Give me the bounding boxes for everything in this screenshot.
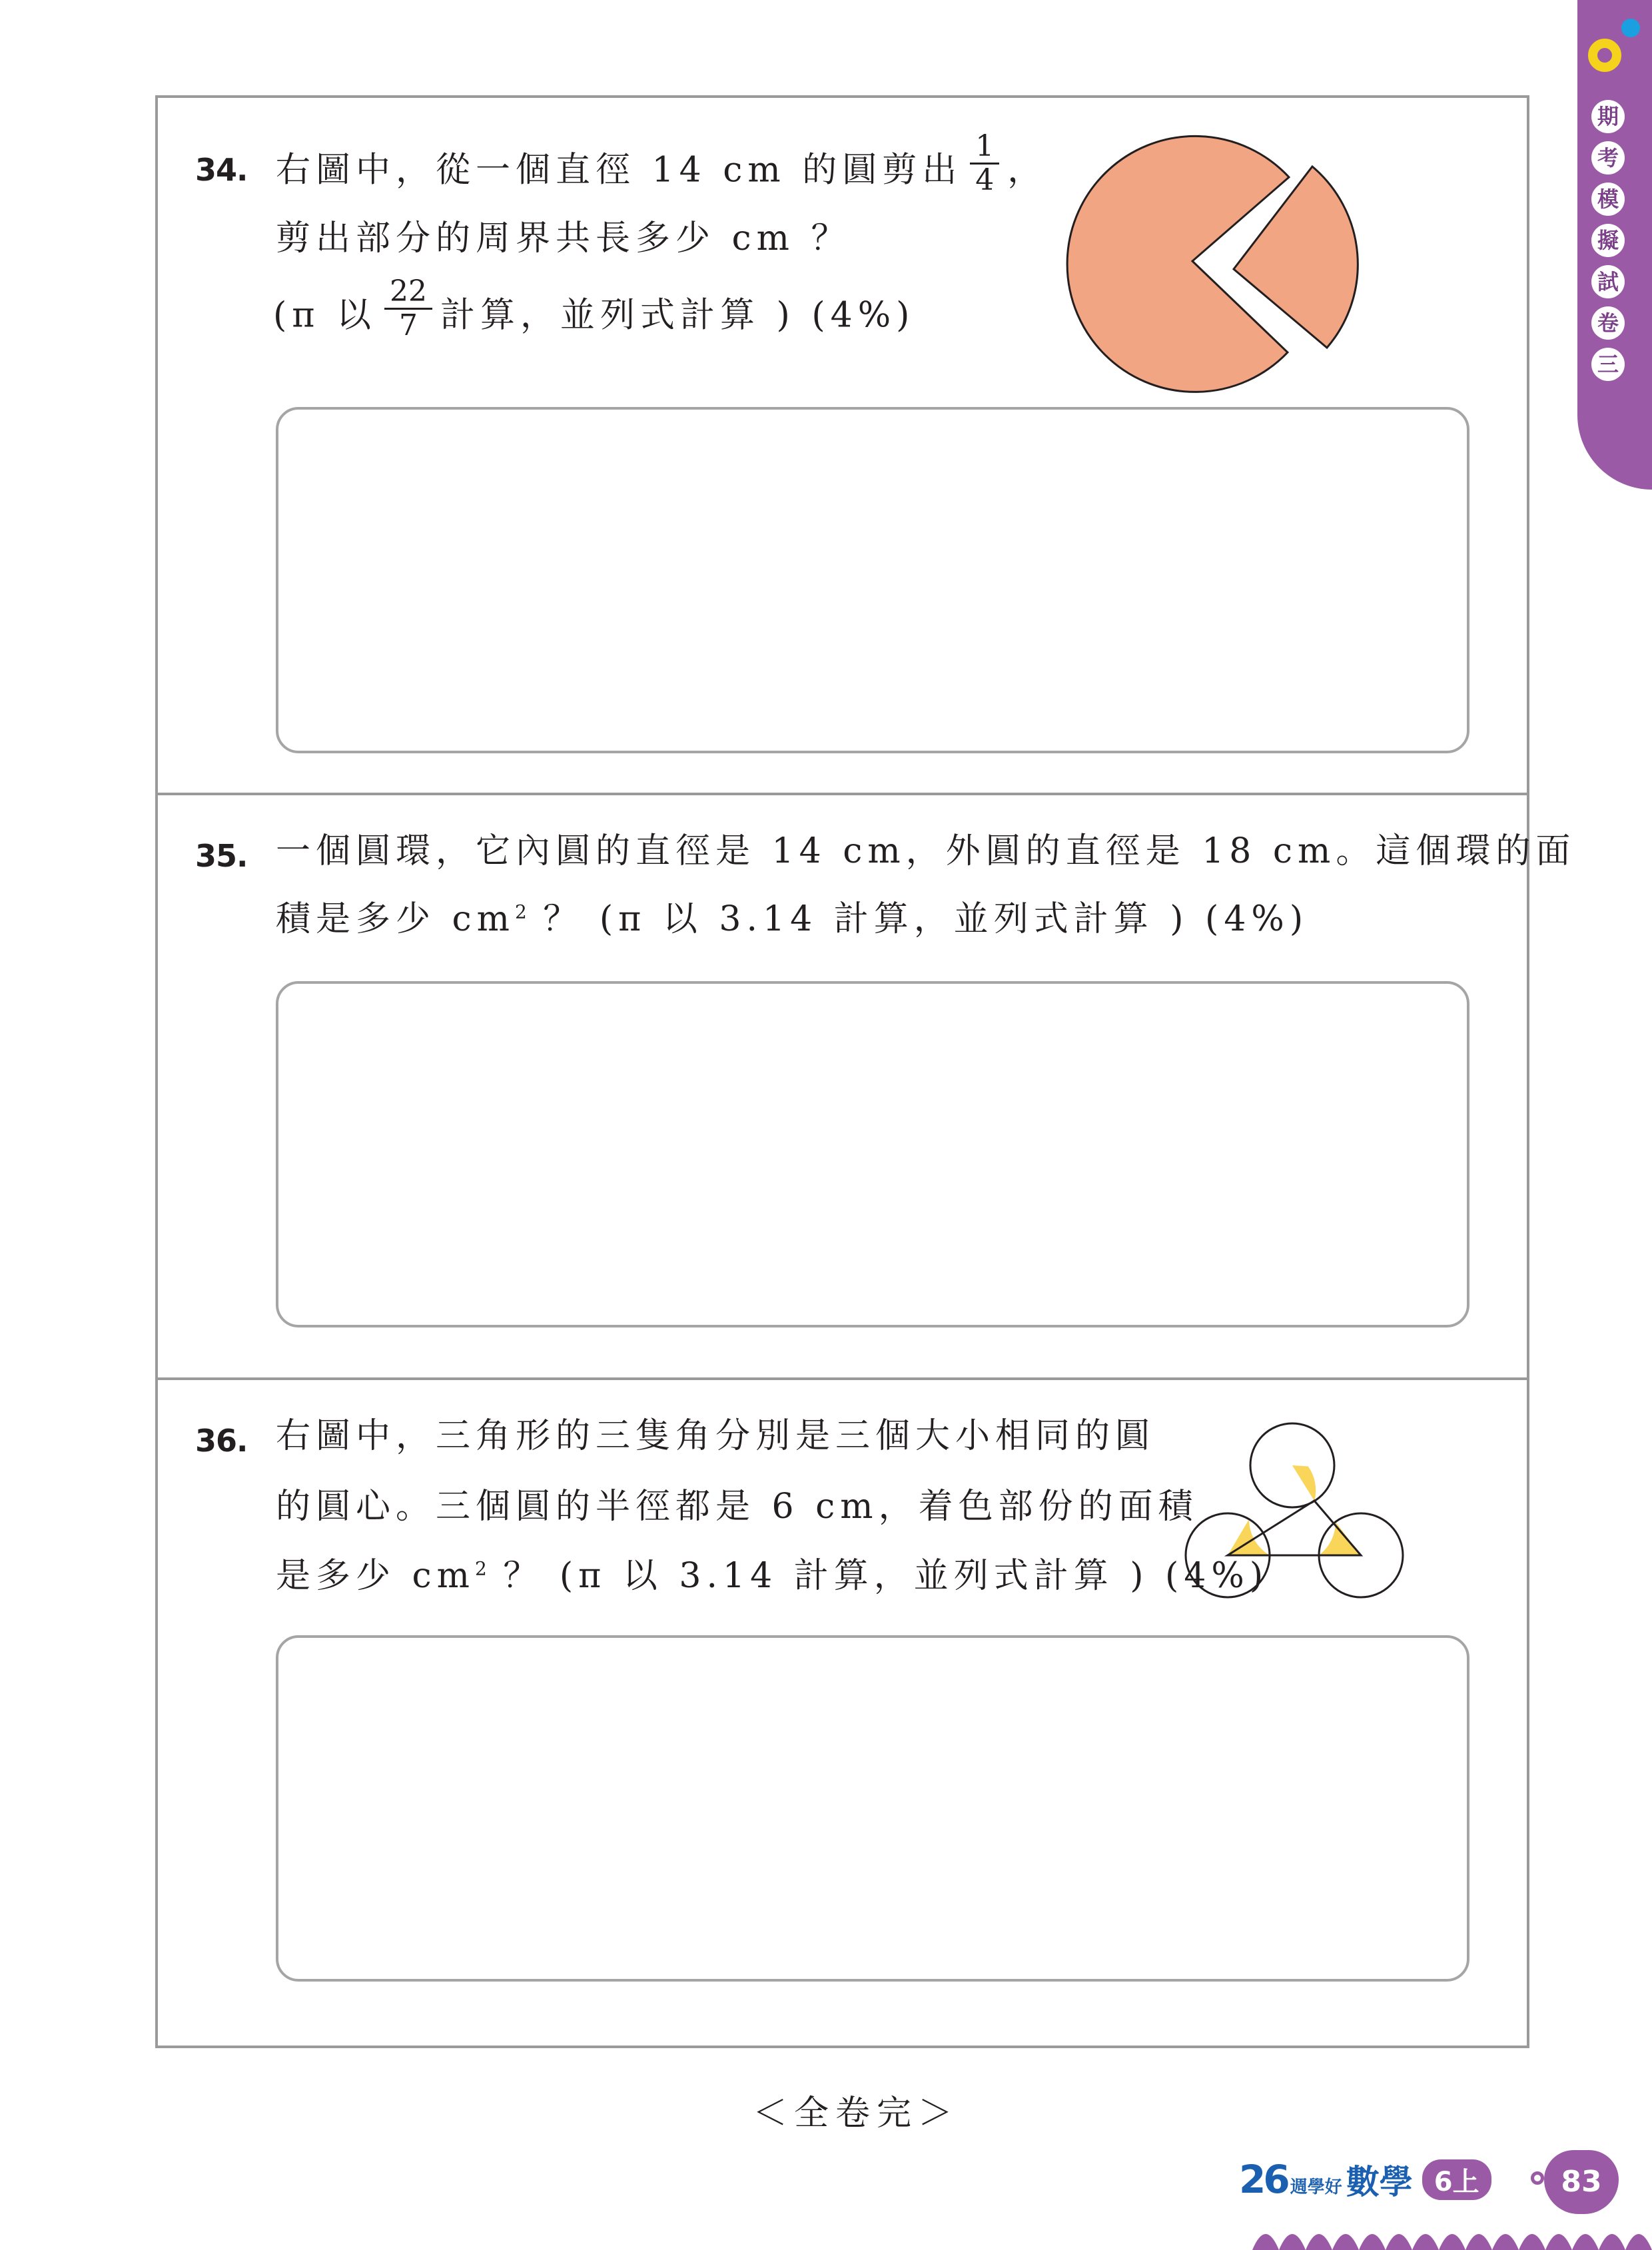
cut-circle-figure (1059, 127, 1366, 393)
answer-box-35[interactable] (276, 981, 1469, 1327)
question-text: 計算，並列式計算 ) (4%) (440, 295, 915, 336)
question-36-line-3 (276, 1556, 1269, 1596)
fraction-one-quarter: $\frac{1}{4}$ (970, 131, 999, 197)
brand-subject: 數學 (1346, 2163, 1413, 2201)
question-text: 是多少 cm (276, 1556, 475, 1596)
question-34-line-2: 剪出部分的周界共長多少 cm ？ (276, 218, 851, 258)
end-of-paper-text: ＜全卷完＞ (753, 2093, 960, 2133)
section-divider (155, 793, 1529, 795)
question-34-line-3 (273, 274, 915, 343)
brand-logo (1239, 2158, 1491, 2201)
triangle-circles-figure (1172, 1412, 1452, 1612)
page-ring-icon (1531, 2171, 1544, 2185)
superscript: 2 (474, 1557, 487, 1580)
question-text: ， (1007, 150, 1048, 190)
question-number: 34. (195, 152, 248, 188)
brand-sub: 週學好 (1290, 2177, 1342, 2197)
tab-char: 期 (1591, 100, 1625, 133)
question-text: 積是多少 cm (276, 899, 515, 939)
question-text: (π 以 (273, 295, 376, 336)
shaded-sector-right (1319, 1522, 1361, 1555)
answer-box-36[interactable] (276, 1635, 1469, 1982)
scalloped-border (1252, 2218, 1652, 2250)
tab-char: 三 (1591, 348, 1625, 381)
tab-char: 考 (1591, 141, 1625, 175)
tab-char: 模 (1591, 183, 1625, 216)
shaded-sector-left (1228, 1519, 1270, 1555)
tab-ring-icon (1588, 39, 1621, 72)
section-divider (155, 1377, 1529, 1380)
shaded-sector-top (1292, 1465, 1316, 1501)
question-text: 右圖中，從一個直徑 14 cm 的圓剪出 (276, 150, 963, 190)
question-35-line-2 (276, 899, 1309, 939)
question-number: 35. (195, 838, 248, 874)
tab-dot-icon (1621, 19, 1640, 37)
question-36-line-1: 右圖中，三角形的三隻角分別是三個大小相同的圓 (276, 1416, 1156, 1456)
tab-char: 卷 (1591, 306, 1625, 340)
grade-badge: 6上 (1422, 2159, 1491, 2200)
question-number: 36. (195, 1423, 248, 1459)
brand-number: 26 (1239, 2157, 1288, 2202)
page-number: 83 (1544, 2150, 1619, 2214)
question-36-line-2: 的圓心。三個圓的半徑都是 6 cm，着色部份的面積 (276, 1487, 1198, 1527)
question-text: ？ (π 以 3.14 計算，並列式計算 ) (4%) (486, 1556, 1269, 1596)
tab-char: 擬 (1591, 224, 1625, 257)
answer-box-34[interactable] (276, 407, 1469, 753)
fraction-22-7: $\frac{22}{7}$ (384, 276, 432, 342)
superscript: 2 (514, 901, 527, 923)
tab-char: 試 (1591, 265, 1625, 298)
side-tab (1577, 0, 1652, 490)
question-34-line-1 (276, 129, 1048, 198)
question-text: ？ (π 以 3.14 計算，並列式計算 ) (4%) (526, 899, 1309, 939)
question-35-line-1: 一個圓環，它內圓的直徑是 14 cm，外圓的直徑是 18 cm。這個環的面 (276, 831, 1576, 871)
